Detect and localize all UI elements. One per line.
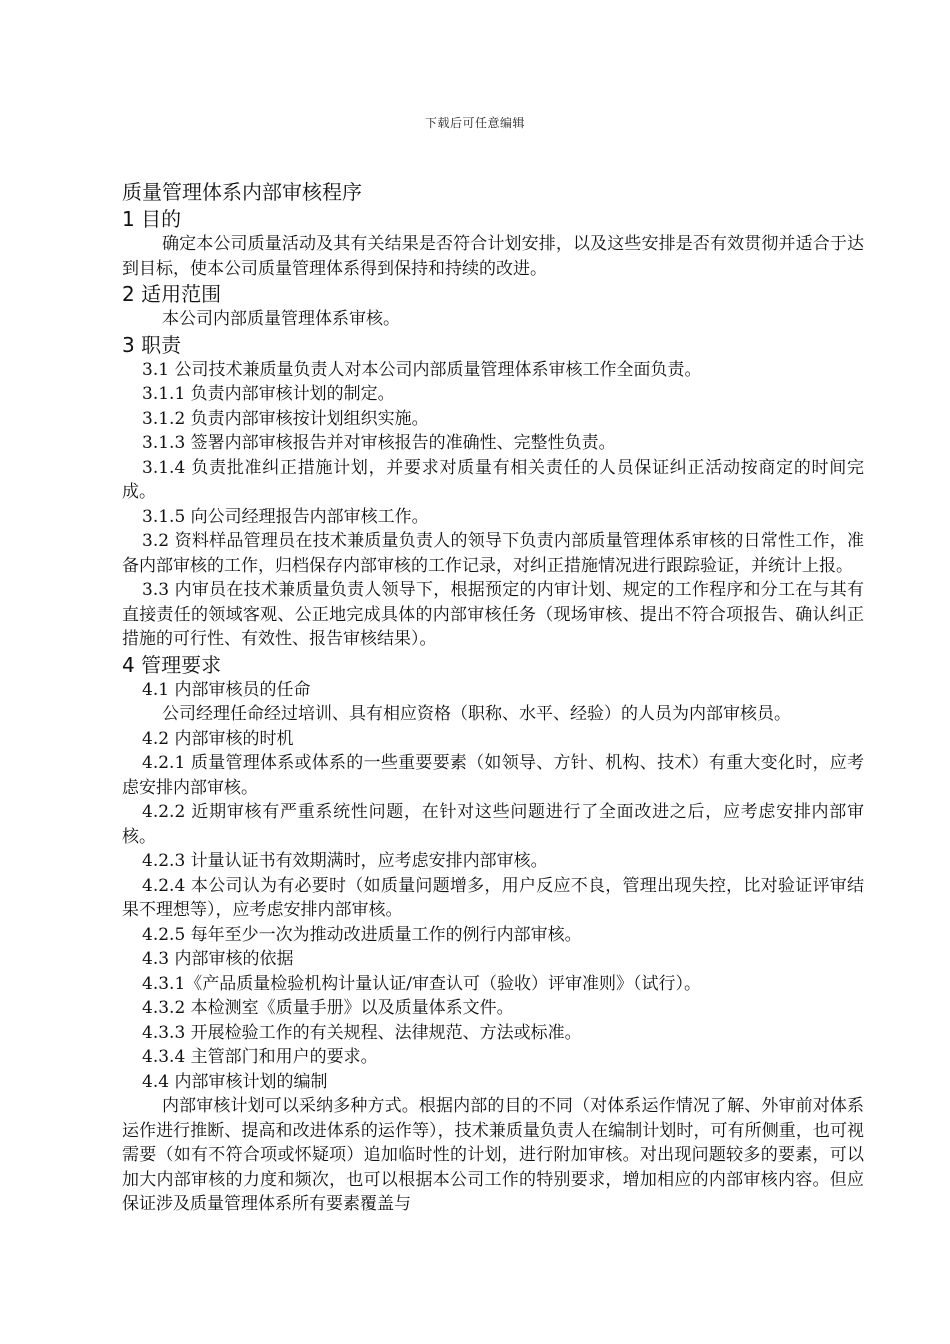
clause: 4.3.2 本检测室《质量手册》以及质量体系文件。 [142, 998, 514, 1018]
subheading: 4.2 内部审核的时机 [142, 728, 294, 749]
section-heading-management-requirements: 4 管理要求 [122, 652, 222, 677]
paragraph: 确定本公司质量活动及其有关结果是否符合计划安排，以及这些安排是否有效贯彻并适合于达到目标，使本公司质量管理体系得到保持和持续的改进。 [122, 234, 864, 279]
document-body [122, 179, 864, 1217]
section-heading-purpose: 1 目的 [122, 207, 182, 231]
clause: 3.1 公司技术兼质量负责人对本公司内部质量管理体系审核工作全面负责。 [142, 359, 702, 380]
clause: 3.2 资料样品管理员在技术兼质量负责人的领导下负责内部质量管理体系审核的日常性工作，准备内部审核的工作，归档保存内部审核的工作记录，对纠正措施情况进行跟踪验证，并统计上报。 [122, 531, 864, 576]
clause: 3.1.4 负责批准纠正措施计划，并要求对质量有相关责任的人员保证纠正活动按商定的时间完成。 [122, 457, 864, 502]
document-title: 质量管理体系内部审核程序 [122, 180, 362, 204]
clause: 4.2.5 每年至少一次为推动改进质量工作的例行内部审核。 [142, 924, 582, 945]
subheading: 4.4 内部审核计划的编制 [142, 1071, 328, 1092]
clause: 3.1.3 签署内部审核报告并对审核报告的准确性、完整性负责。 [142, 433, 616, 453]
paragraph: 本公司内部质量管理体系审核。 [162, 309, 400, 329]
clause: 4.2.4 本公司认为有必要时（如质量问题增多，用户反应不良，管理出现失控，比对验证评审结果不理想等），应考虑安排内部审核。 [122, 875, 864, 920]
clause: 3.1.1 负责内部审核计划的制定。 [142, 384, 395, 404]
section-heading-scope: 2 适用范围 [122, 282, 222, 306]
clause: 4.2.3 计量认证书有效期满时，应考虑安排内部审核。 [142, 851, 548, 871]
clause: 4.2.1 质量管理体系或体系的一些重要要素（如领导、方针、机构、技术）有重大变化时，应考虑安排内部审核。 [122, 753, 864, 798]
clause: 4.3.1《产品质量检验机构计量认证/审查认可（验收）评审准则》（试行）。 [142, 973, 701, 994]
clause: 4.3.3 开展检验工作的有关规程、法律规范、方法或标准。 [142, 1022, 582, 1043]
paragraph: 公司经理任命经过培训、具有相应资格（职称、水平、经验）的人员为内部审核员。 [162, 704, 791, 724]
clause: 4.2.2 近期审核有严重系统性问题，在针对这些问题进行了全面改进之后，应考虑安排内部审核。 [122, 802, 864, 847]
paragraph: 内部审核计划可以采纳多种方式。根据内部的目的不同（对体系运作情况了解、外审前对体系运作进行推断、提高和改进体系的运作等），技术兼质量负责人在编制计划时，可有所侧重，也可视需要（如有不符合项或怀疑项）追加临时性的计划，进行附加审核。对出现问题较多的要素，可以加大内部审核的力度和频次，也可以根据本公司工作的特别要求，增加相应的内部审核内容。但应保证涉及质量管理体系所有要素覆盖与 [122, 1096, 864, 1214]
clause: 3.1.2 负责内部审核按计划组织实施。 [142, 408, 429, 429]
header-note: 下载后可任意编辑 [424, 116, 525, 130]
subheading: 4.1 内部审核员的任命 [142, 679, 311, 700]
section-heading-responsibilities: 3 职责 [122, 332, 182, 357]
clause: 3.3 内审员在技术兼质量负责人领导下，根据预定的内审计划、规定的工作程序和分工在与其有直接责任的领域客观、公正地完成具体的内部审核任务（现场审核、提出不符合项报告、确认纠正措施的可行性、有效性、报告审核结果）。 [122, 580, 864, 649]
clause: 3.1.5 向公司经理报告内部审核工作。 [142, 506, 429, 527]
subheading: 4.3 内部审核的依据 [142, 949, 294, 969]
clause: 4.3.4 主管部门和用户的要求。 [142, 1047, 378, 1067]
